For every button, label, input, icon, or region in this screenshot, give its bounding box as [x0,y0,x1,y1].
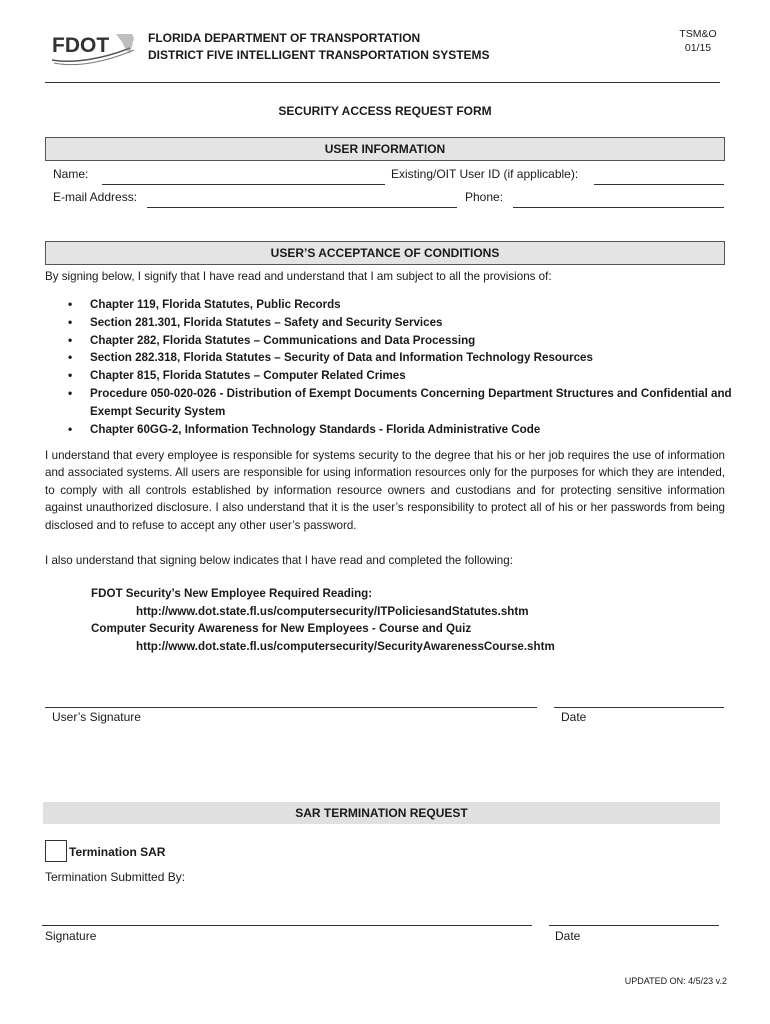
termination-checkbox-label: Termination SAR [69,845,166,859]
fdot-logo [50,28,138,68]
condition-item: • Chapter 60GG-2, Information Technology Standards - Florida Administrative Code [90,421,750,439]
condition-item: • Procedure 050-020-026 - Distribution of Exempt Documents Concerning Department Structures and Confidential and Exempt Security System [90,385,750,421]
condition-item: • Section 282.318, Florida Statutes – Security of Data and Information Technology Resources [90,349,750,367]
reading-1-link[interactable]: http://www.dot.state.fl.us/computersecurity/ITPoliciesandStatutes.shtm [136,605,529,618]
form-code-line-2: 01/15 [684,42,712,54]
header-line-1: FLORIDA DEPARTMENT OF TRANSPORTATION [148,31,421,45]
form-code-line-1: TSM&O [679,28,717,40]
condition-item: • Chapter 282, Florida Statutes – Communications and Data Processing [90,332,750,350]
userid-field[interactable] [594,168,724,185]
phone-label: Phone: [465,190,504,204]
termination-checkbox[interactable] [45,840,67,862]
conditions-heading: USER’S ACCEPTANCE OF CONDITIONS [45,241,725,265]
user-signature-line[interactable] [45,707,537,708]
header-divider [45,82,720,83]
termination-heading: SAR TERMINATION REQUEST [43,802,720,824]
condition-item: • Chapter 119, Florida Statutes, Public Records [90,296,750,314]
user-date-label: Date [561,710,587,724]
conditions-intro: By signing below, I signify that I have read and understand that I am subject to all the provisions of: [45,270,552,283]
termination-signature-line[interactable] [42,925,532,926]
name-label: Name: [53,167,89,181]
submitted-by-label: Termination Submitted By: [45,870,186,884]
name-field[interactable] [102,168,385,185]
termination-signature-label: Signature [45,929,97,943]
user-date-line[interactable] [554,707,724,708]
email-label: E-mail Address: [53,190,138,204]
user-signature-label: User’s Signature [52,710,141,724]
conditions-list [45,296,750,438]
form-title: SECURITY ACCESS REQUEST FORM [278,104,492,118]
phone-field[interactable] [513,191,724,208]
condition-item: • Chapter 815, Florida Statutes – Computer Related Crimes [90,367,750,385]
reading-2-title: Computer Security Awareness for New Employees - Course and Quiz [91,622,472,635]
responsibility-paragraph: I understand that every employee is responsible for systems security to the degree that his or her job requires the use of information and associated systems. All users are responsible for using information resources only for the purposes for which they are intended, to comply with all controls established by information resource owners and custodians and for protecting sensitive information against unauthorized disclosure. I also understand that it is the user’s responsibility to protect all of his or her passwords from being disclosed and to refuse to accept any other user’s password. [45,449,725,532]
form-code [670,27,726,55]
updated-footer: UPDATED ON: 4/5/23 v.2 [624,976,727,986]
logo-text: FDOT [52,34,110,57]
user-info-heading: USER INFORMATION [45,137,725,161]
email-field[interactable] [147,191,457,208]
reading-1-title: FDOT Security’s New Employee Required Reading: [91,587,373,600]
header-line-2: DISTRICT FIVE INTELLIGENT TRANSPORTATION SYSTEMS [148,48,490,62]
termination-date-line[interactable] [549,925,719,926]
header-title [148,30,490,64]
condition-item: • Section 281.301, Florida Statutes – Safety and Security Services [90,314,750,332]
completed-intro: I also understand that signing below indicates that I have read and completed the following: [45,554,513,567]
reading-2-link[interactable]: http://www.dot.state.fl.us/computersecurity/SecurityAwarenessCourse.shtm [136,640,555,653]
termination-date-label: Date [555,929,581,943]
userid-label: Existing/OIT User ID (if applicable): [391,167,579,181]
